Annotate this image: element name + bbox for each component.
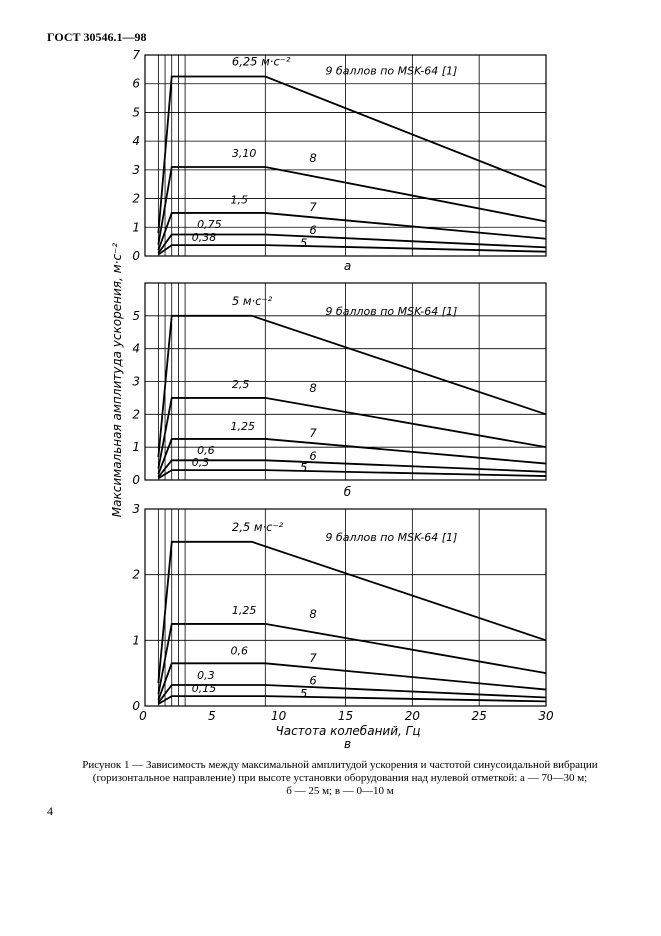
y-tick-label: 4 <box>132 134 140 149</box>
y-tick-label: 1 <box>132 440 140 455</box>
series-name-label: 5 <box>300 460 308 475</box>
x-tick-label: 15 <box>337 709 354 723</box>
y-tick-label: 3 <box>132 374 140 389</box>
y-axis-label: Максимальная амплитуда ускорения, м·с⁻² <box>110 242 124 518</box>
y-tick-label: 1 <box>132 633 140 648</box>
y-tick-label: 3 <box>132 502 140 516</box>
series-name-label: 5 <box>300 235 308 250</box>
y-tick-label: 2 <box>132 191 140 206</box>
document-header: ГОСТ 30546.1—98 <box>47 30 147 44</box>
y-tick-label: 6 <box>132 76 140 91</box>
peak-value-label: 1,25 <box>230 419 256 433</box>
series-name-label: 6 <box>309 223 317 238</box>
x-tick-label: 30 <box>538 709 554 723</box>
series-name-label: 8 <box>309 381 317 396</box>
series-name-label: 7 <box>309 200 317 215</box>
peak-value-label: 0,3 <box>191 455 210 469</box>
peak-value-label: 0,38 <box>191 230 217 244</box>
peak-value-label: 2,5 м·с⁻² <box>231 520 284 535</box>
y-tick-label: 5 <box>132 105 140 120</box>
x-tick-label: 5 <box>208 709 216 723</box>
peak-value-label: 0,6 <box>197 444 215 458</box>
series-name-label: 6 <box>309 448 317 463</box>
caption-line-1: Рисунок 1 — Зависимость между максимальной амплитудой ускорения и частотой синусоидальной вибрации <box>82 759 598 771</box>
caption-line-3: б — 25 м; в — 0—10 м <box>286 785 394 797</box>
series-name-label: 9 баллов по MSK-64 [1] <box>325 64 458 78</box>
panel-label: в <box>343 737 352 751</box>
x-tick-label: 10 <box>271 709 287 723</box>
series-name-label: 8 <box>309 150 317 165</box>
series-name-label: 5 <box>300 686 308 701</box>
y-tick-label: 7 <box>132 48 140 62</box>
y-tick-label: 0 <box>132 699 140 713</box>
series-name-label: 6 <box>309 673 317 688</box>
x-tick-label: 25 <box>471 709 487 723</box>
series-name-label: 7 <box>309 650 317 665</box>
x-tick-label: 0 <box>139 709 147 723</box>
series-line-9 <box>158 316 546 457</box>
peak-value-label: 6,25 м·с⁻² <box>231 54 291 69</box>
series-name-label: 8 <box>309 607 317 622</box>
series-line-5 <box>158 696 546 704</box>
peak-value-label: 0,6 <box>230 644 249 658</box>
peak-value-label: 0,75 <box>197 218 222 232</box>
panel-label: а <box>343 259 352 273</box>
series-line-5 <box>158 470 546 478</box>
y-tick-label: 1 <box>132 220 140 235</box>
peak-value-label: 0,15 <box>191 681 217 695</box>
series-line-9 <box>158 542 546 683</box>
series-name-label: 7 <box>309 426 317 441</box>
panel-label: б <box>343 485 352 499</box>
y-tick-label: 2 <box>132 407 140 422</box>
peak-value-label: 3,10 <box>231 146 257 160</box>
y-tick-label: 0 <box>132 473 140 487</box>
y-tick-label: 2 <box>132 567 140 582</box>
y-tick-label: 5 <box>132 308 140 323</box>
peak-value-label: 5 м·с⁻² <box>231 294 273 309</box>
figure-caption <box>60 759 620 798</box>
x-tick-label: 20 <box>404 709 420 723</box>
y-tick-label: 3 <box>132 162 140 177</box>
peak-value-label: 1,25 <box>231 604 257 618</box>
caption-line-2: (горизонтальное направление) при высоте установки оборудования над нулевой отметкой: а — 70—30 м; <box>92 772 588 784</box>
y-tick-label: 4 <box>132 341 140 356</box>
series-name-label: 9 баллов по MSK-64 [1] <box>325 305 458 319</box>
page-number: 4 <box>47 804 53 818</box>
series-line-5 <box>158 245 546 254</box>
x-axis-label: Частота колебаний, Гц <box>275 724 421 738</box>
y-tick-label: 0 <box>132 249 140 263</box>
peak-value-label: 2,5 <box>231 378 250 392</box>
series-name-label: 9 баллов по MSK-64 [1] <box>325 531 458 545</box>
peak-value-label: 0,3 <box>197 668 215 682</box>
peak-value-label: 1,5 <box>230 193 249 207</box>
